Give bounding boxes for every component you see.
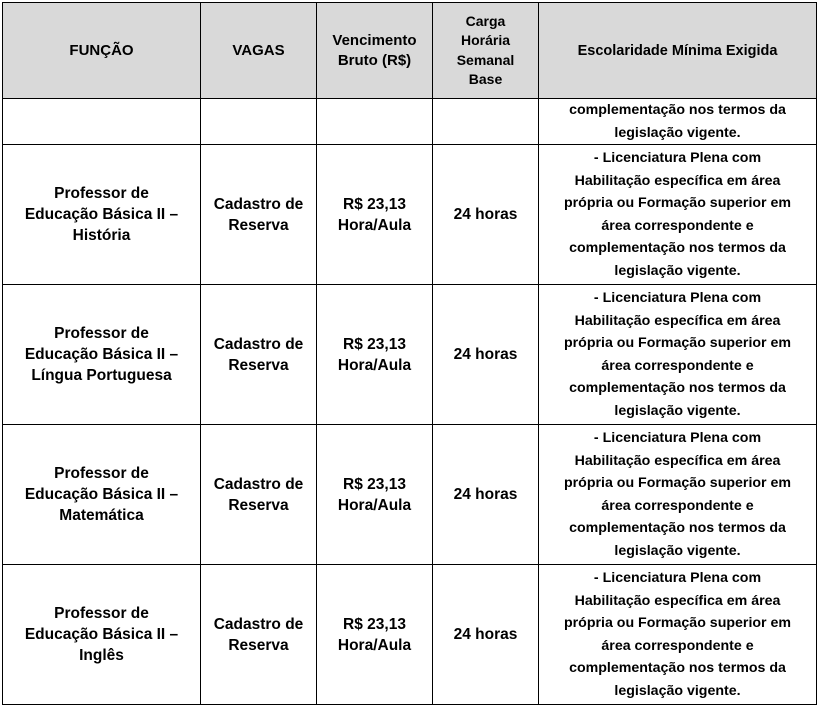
escolaridade-line: - Licenciatura Plena com [593,290,762,306]
escolaridade-line: complementação nos termos da [569,102,786,118]
cell-vencimento [317,285,433,425]
continuation-cell-escolaridade [539,99,817,145]
funcao-line: Educação Básica II – [24,486,179,503]
continuation-cell-carga [433,99,539,145]
vagas-line: Reserva [228,216,289,234]
cell-escolaridade [539,425,817,565]
header-vencimento-line: Bruto (R$) [337,51,412,69]
table-row [3,145,817,285]
escolaridade-line: complementação nos termos da [569,240,786,256]
escolaridade-line: própria ou Formação superior em [563,335,792,351]
cell-vagas [201,285,317,425]
cell-carga: 24 horas [433,285,539,425]
table-row [3,425,817,565]
vagas-line: Reserva [228,636,289,654]
cell-escolaridade [539,285,817,425]
escolaridade-line: legislação vigente. [614,682,741,699]
header-carga-line: Carga [465,12,506,29]
funcao-line: História [72,227,131,244]
escolaridade-line: legislação vigente. [614,542,741,559]
escolaridade-line: Habilitação específica em área [574,592,781,609]
vencimento-line: Hora/Aula [337,216,412,234]
continuation-row [3,99,817,145]
cell-vagas [201,145,317,285]
escolaridade-line: Habilitação específica em área [574,312,781,329]
continuation-cell-funcao [3,99,201,145]
table-row [3,565,817,705]
header-vagas: VAGAS [201,3,317,99]
continuation-cell-vencimento [317,99,433,145]
escolaridade-line: própria ou Formação superior em [563,195,792,211]
escolaridade-line: área correspondente e [601,637,754,654]
funcao-line: Professor de [54,465,149,482]
funcao-line: Professor de [54,185,149,202]
cell-escolaridade [539,145,817,285]
vagas-line: Reserva [228,356,289,374]
cell-carga: 24 horas [433,565,539,705]
continuation-cell-vagas [201,99,317,145]
funcao-line: Professor de [54,325,149,342]
vencimento-line: R$ 23,13 [343,615,406,633]
vencimento-line: Hora/Aula [337,496,412,514]
escolaridade-line: própria ou Formação superior em [563,615,792,631]
header-carga-line: Base [468,71,503,87]
funcao-line: Matemática [59,507,144,524]
cell-funcao [3,285,201,425]
funcao-line: Língua Portuguesa [31,367,172,384]
funcao-line: Educação Básica II – [24,346,179,363]
escolaridade-line: legislação vigente. [614,124,741,141]
escolaridade-line: área correspondente e [601,497,754,514]
cell-vencimento [317,145,433,285]
vencimento-line: R$ 23,13 [343,475,406,493]
header-carga [433,3,539,99]
cell-carga: 24 horas [433,145,539,285]
escolaridade-line: legislação vigente. [614,402,741,419]
escolaridade-line: própria ou Formação superior em [563,475,792,491]
vagas-line: Cadastro de [213,195,304,213]
vagas-line: Cadastro de [213,335,304,353]
escolaridade-line: área correspondente e [601,357,754,374]
escolaridade-line: área correspondente e [601,217,754,234]
vencimento-line: R$ 23,13 [343,335,406,353]
table-row [3,285,817,425]
vencimento-line: Hora/Aula [337,356,412,374]
escolaridade-line: - Licenciatura Plena com [593,430,762,446]
cell-vencimento [317,425,433,565]
cell-vagas [201,425,317,565]
header-vencimento [317,3,433,99]
cell-funcao [3,565,201,705]
vacancy-table [2,2,817,705]
header-escolaridade: Escolaridade Mínima Exigida [539,3,817,99]
escolaridade-line: complementação nos termos da [569,660,786,676]
cell-funcao [3,425,201,565]
escolaridade-line: Habilitação específica em área [574,172,781,189]
header-funcao: FUNÇÃO [3,3,201,99]
cell-carga: 24 horas [433,425,539,565]
header-row [3,3,817,99]
escolaridade-line: Habilitação específica em área [574,452,781,469]
escolaridade-line: legislação vigente. [614,262,741,279]
cell-escolaridade [539,565,817,705]
header-carga-line: Horária [460,32,511,48]
cell-vencimento [317,565,433,705]
vagas-line: Reserva [228,496,289,514]
funcao-line: Educação Básica II – [24,626,179,643]
vencimento-line: Hora/Aula [337,636,412,654]
vencimento-line: R$ 23,13 [343,195,406,213]
escolaridade-line: complementação nos termos da [569,520,786,536]
vagas-line: Cadastro de [213,475,304,493]
funcao-line: Inglês [79,647,124,664]
escolaridade-line: complementação nos termos da [569,380,786,396]
header-carga-line: Semanal [456,51,515,68]
header-vencimento-line: Vencimento [332,31,417,49]
escolaridade-line: - Licenciatura Plena com [593,570,762,586]
funcao-line: Educação Básica II – [24,206,179,223]
vagas-line: Cadastro de [213,615,304,633]
funcao-line: Professor de [54,605,149,622]
escolaridade-line: - Licenciatura Plena com [593,150,762,166]
cell-funcao [3,145,201,285]
cell-vagas [201,565,317,705]
